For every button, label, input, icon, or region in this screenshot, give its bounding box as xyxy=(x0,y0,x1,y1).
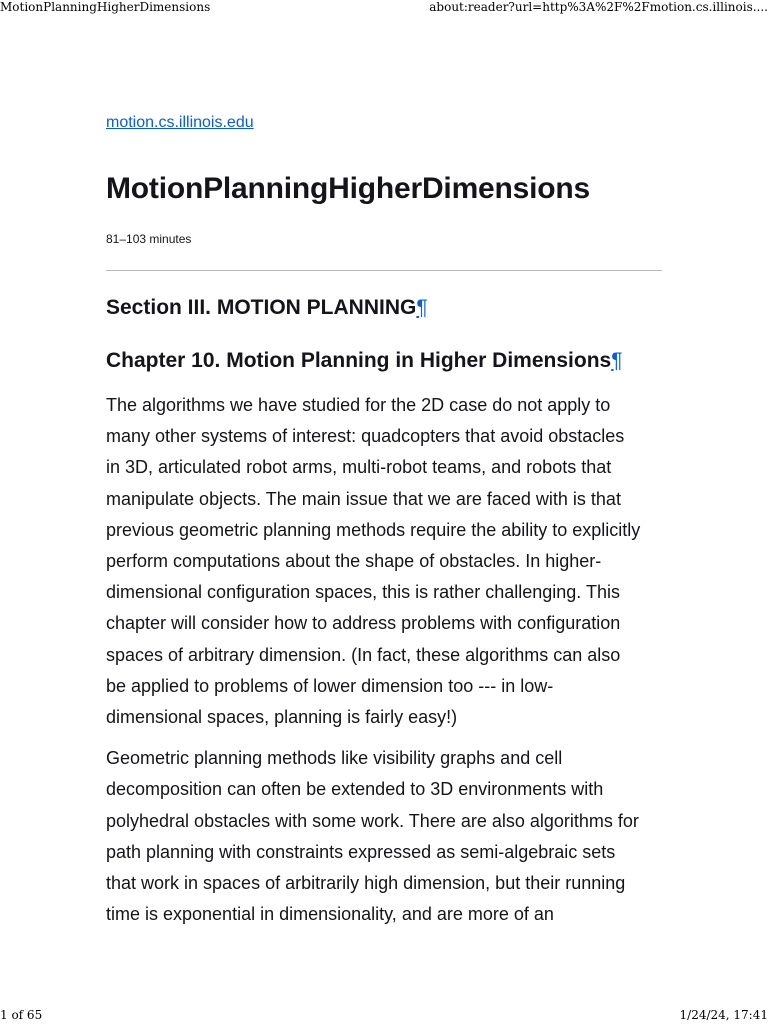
paragraph-line: decomposition can often be extended to 3D environments with xyxy=(106,779,604,800)
chapter-anchor-link[interactable]: ¶ xyxy=(611,349,623,372)
header-divider xyxy=(106,270,662,271)
source-domain-link[interactable]: motion.cs.illinois.edu xyxy=(106,114,254,131)
paragraph-line: manipulate objects. The main issue that we are faced with is that xyxy=(106,488,621,509)
paragraph-line: polyhedral obstacles with some work. There are also algorithms for xyxy=(106,810,639,831)
paragraph xyxy=(106,390,662,733)
paragraph-line: in 3D, articulated robot arms, multi-robot teams, and robots that xyxy=(106,457,612,478)
print-footer xyxy=(0,1008,768,1024)
paragraph-line: many other systems of interest: quadcopters that avoid obstacles xyxy=(106,426,625,447)
paragraph-line: path planning with constraints expressed as semi-algebraic sets xyxy=(106,841,616,862)
paragraph-line: Geometric planning methods like visibility graphs and cell xyxy=(106,748,563,769)
page-counter: 1 of 65 xyxy=(0,1008,43,1022)
section-heading xyxy=(106,293,662,323)
chapter-heading-text: Chapter 10. Motion Planning in Higher Dimensions xyxy=(106,349,612,372)
article-title: MotionPlanningHigherDimensions xyxy=(106,172,591,205)
paragraph-line: be applied to problems of lower dimension too --- in low- xyxy=(106,675,554,696)
print-header-title: MotionPlanningHigherDimensions xyxy=(0,0,211,14)
reader-view-article xyxy=(106,112,662,930)
paragraph-line: spaces of arbitrary dimension. (In fact, these algorithms can also xyxy=(106,644,621,665)
paragraph-line: perform computations about the shape of obstacles. In higher- xyxy=(106,551,602,572)
print-header xyxy=(0,0,768,18)
paragraph-line: that work in spaces of arbitrarily high dimension, but their running xyxy=(106,873,626,894)
paragraph-line: The algorithms we have studied for the 2D case do not apply to xyxy=(106,395,611,415)
section-anchor-link[interactable]: ¶ xyxy=(416,296,428,319)
reading-time: 81–103 minutes xyxy=(106,232,192,246)
paragraph-line: dimensional configuration spaces, this is rather challenging. This xyxy=(106,582,620,603)
paragraph-line: chapter will consider how to address problems with configuration xyxy=(106,613,621,634)
print-header-url: about:reader?url=http%3A%2F%2Fmotion.cs.illinois.... xyxy=(429,0,768,14)
paragraph xyxy=(106,743,662,930)
paragraph-line: dimensional spaces, planning is fairly easy!) xyxy=(106,707,458,728)
section-heading-text: Section III. MOTION PLANNING xyxy=(106,296,417,319)
paragraph-line: time is exponential in dimensionality, and are more of an xyxy=(106,904,554,925)
paragraph-line: previous geometric planning methods require the ability to explicitly xyxy=(106,519,641,540)
chapter-heading xyxy=(106,346,662,376)
print-timestamp: 1/24/24, 17:41 xyxy=(679,1008,768,1022)
